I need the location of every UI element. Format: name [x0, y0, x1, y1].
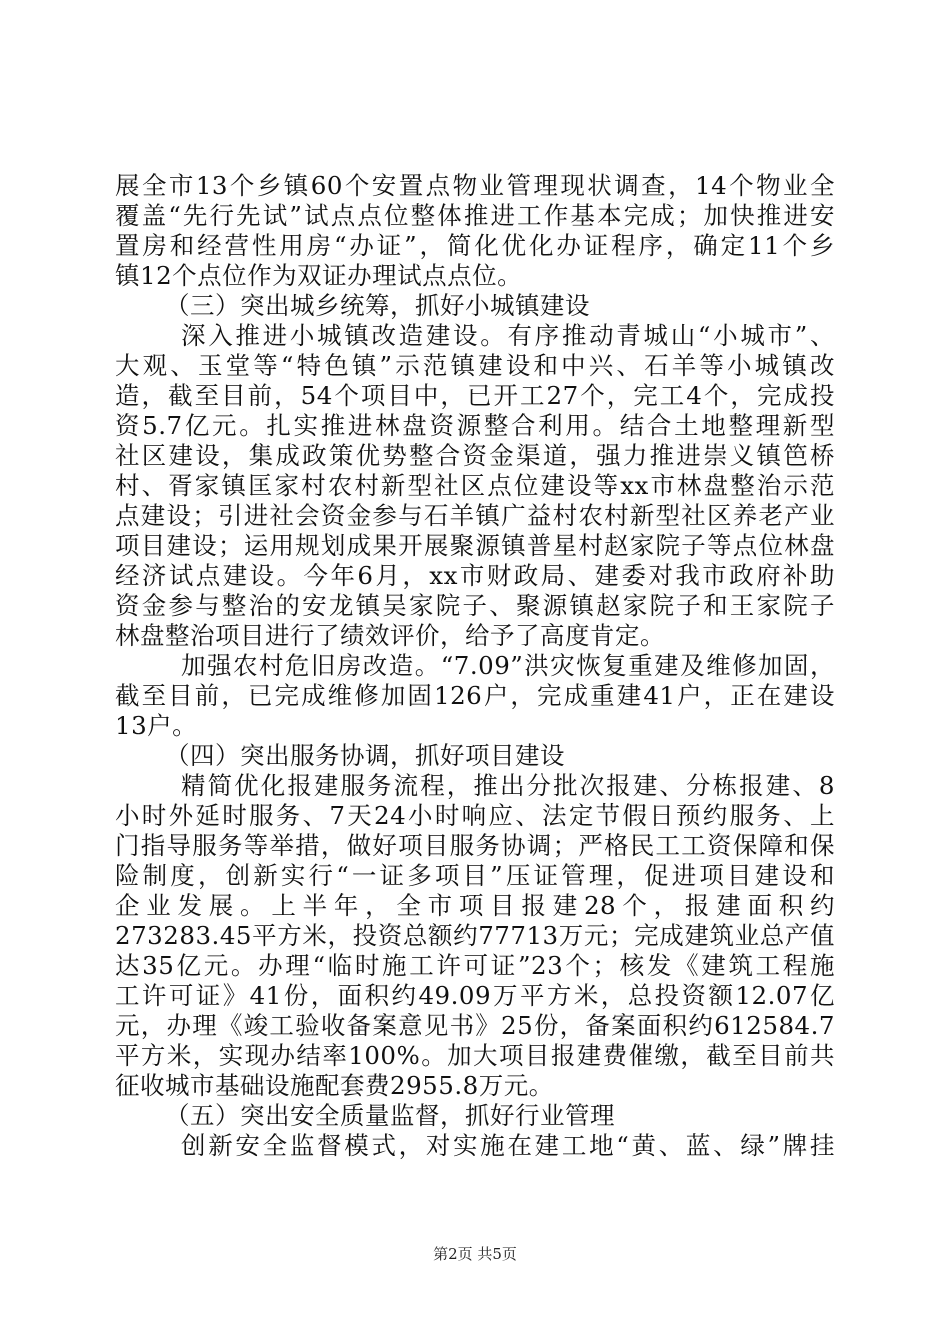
text-line: 点建设；引进社会资金参与石羊镇广益村农村新型社区养老产业 — [115, 501, 835, 530]
text-line: 造，截至目前，54个项目中，已开工27个，完工4个，完成投 — [115, 381, 835, 410]
text-line: 征收城市基础设施配套费2955.8万元。 — [115, 1071, 554, 1100]
text-line: 深入推进小城镇改造建设。有序推动青城山“小城市”、 — [181, 321, 835, 350]
text-line: 元，办理《竣工验收备案意见书》25份，备案面积约612584.7 — [115, 1011, 835, 1040]
text-line: 大观、玉堂等“特色镇”示范镇建设和中兴、石羊等小城镇改 — [115, 351, 835, 380]
text-line: 达35亿元。办理“临时施工许可证”23个；核发《建筑工程施 — [115, 951, 835, 980]
text-line: 精简优化报建服务流程，推出分批次报建、分栋报建、8 — [181, 771, 835, 800]
text-line: 273283.45平方米，投资总额约77713万元；完成建筑业总产值 — [115, 921, 835, 950]
text-line: 经济试点建设。今年6月，xx市财政局、建委对我市政府补助 — [115, 561, 835, 590]
text-line: 资金参与整治的安龙镇吴家院子、聚源镇赵家院子和王家院子 — [115, 591, 835, 620]
text-line: 13户。 — [115, 711, 198, 740]
text-line: 资5.7亿元。扎实推进林盘资源整合利用。结合土地整理新型 — [115, 411, 835, 440]
text-line: 企业发展。上半年，全市项目报建28个，报建面积约 — [115, 891, 835, 920]
text-line: 覆盖“先行先试”试点点位整体推进工作基本完成；加快推进安 — [115, 201, 835, 230]
text-line: 小时外延时服务、7天24小时响应、法定节假日预约服务、上 — [115, 801, 835, 830]
text-line: 镇12个点位作为双证办理试点点位。 — [115, 261, 523, 290]
text-line: 工许可证》41份，面积约49.09万平方米，总投资额12.07亿 — [115, 981, 835, 1010]
text-line: 门指导服务等举措，做好项目服务协调；严格民工工资保障和保 — [115, 831, 835, 860]
text-line: 展全市13个乡镇60个安置点物业管理现状调查，14个物业全 — [115, 171, 835, 200]
text-line: 项目建设；运用规划成果开展聚源镇普星村赵家院子等点位林盘 — [115, 531, 835, 560]
text-line: 村、胥家镇匡家村农村新型社区点位建设等xx市林盘整治示范 — [115, 471, 835, 500]
text-line: 林盘整治项目进行了绩效评价，给予了高度肯定。 — [115, 621, 665, 650]
text-line: 加强农村危旧房改造。“7.09”洪灾恢复重建及维修加固， — [181, 651, 835, 680]
text-line: 平方米，实现办结率100%。加大项目报建费催缴，截至目前共 — [115, 1041, 835, 1070]
text-line: 置房和经营性用房“办证”，简化优化办证程序，确定11个乡 — [115, 231, 835, 260]
body-text — [115, 171, 835, 1161]
section-heading: （五）突出安全质量监督，抓好行业管理 — [165, 1101, 615, 1130]
text-line: 险制度，创新实行“一证多项目”压证管理，促进项目建设和 — [115, 861, 835, 890]
text-line: 社区建设，集成政策优势整合资金渠道，强力推进崇义镇笆桥 — [115, 441, 835, 470]
page-footer: 第2页 共5页 — [433, 1245, 517, 1263]
text-line: 创新安全监督模式，对实施在建工地“黄、蓝、绿”牌挂 — [181, 1131, 835, 1160]
text-line: 截至目前，已完成维修加固126户，完成重建41户，正在建设 — [115, 681, 835, 710]
section-heading: （四）突出服务协调，抓好项目建设 — [165, 741, 565, 770]
section-heading: （三）突出城乡统筹，抓好小城镇建设 — [165, 291, 590, 320]
